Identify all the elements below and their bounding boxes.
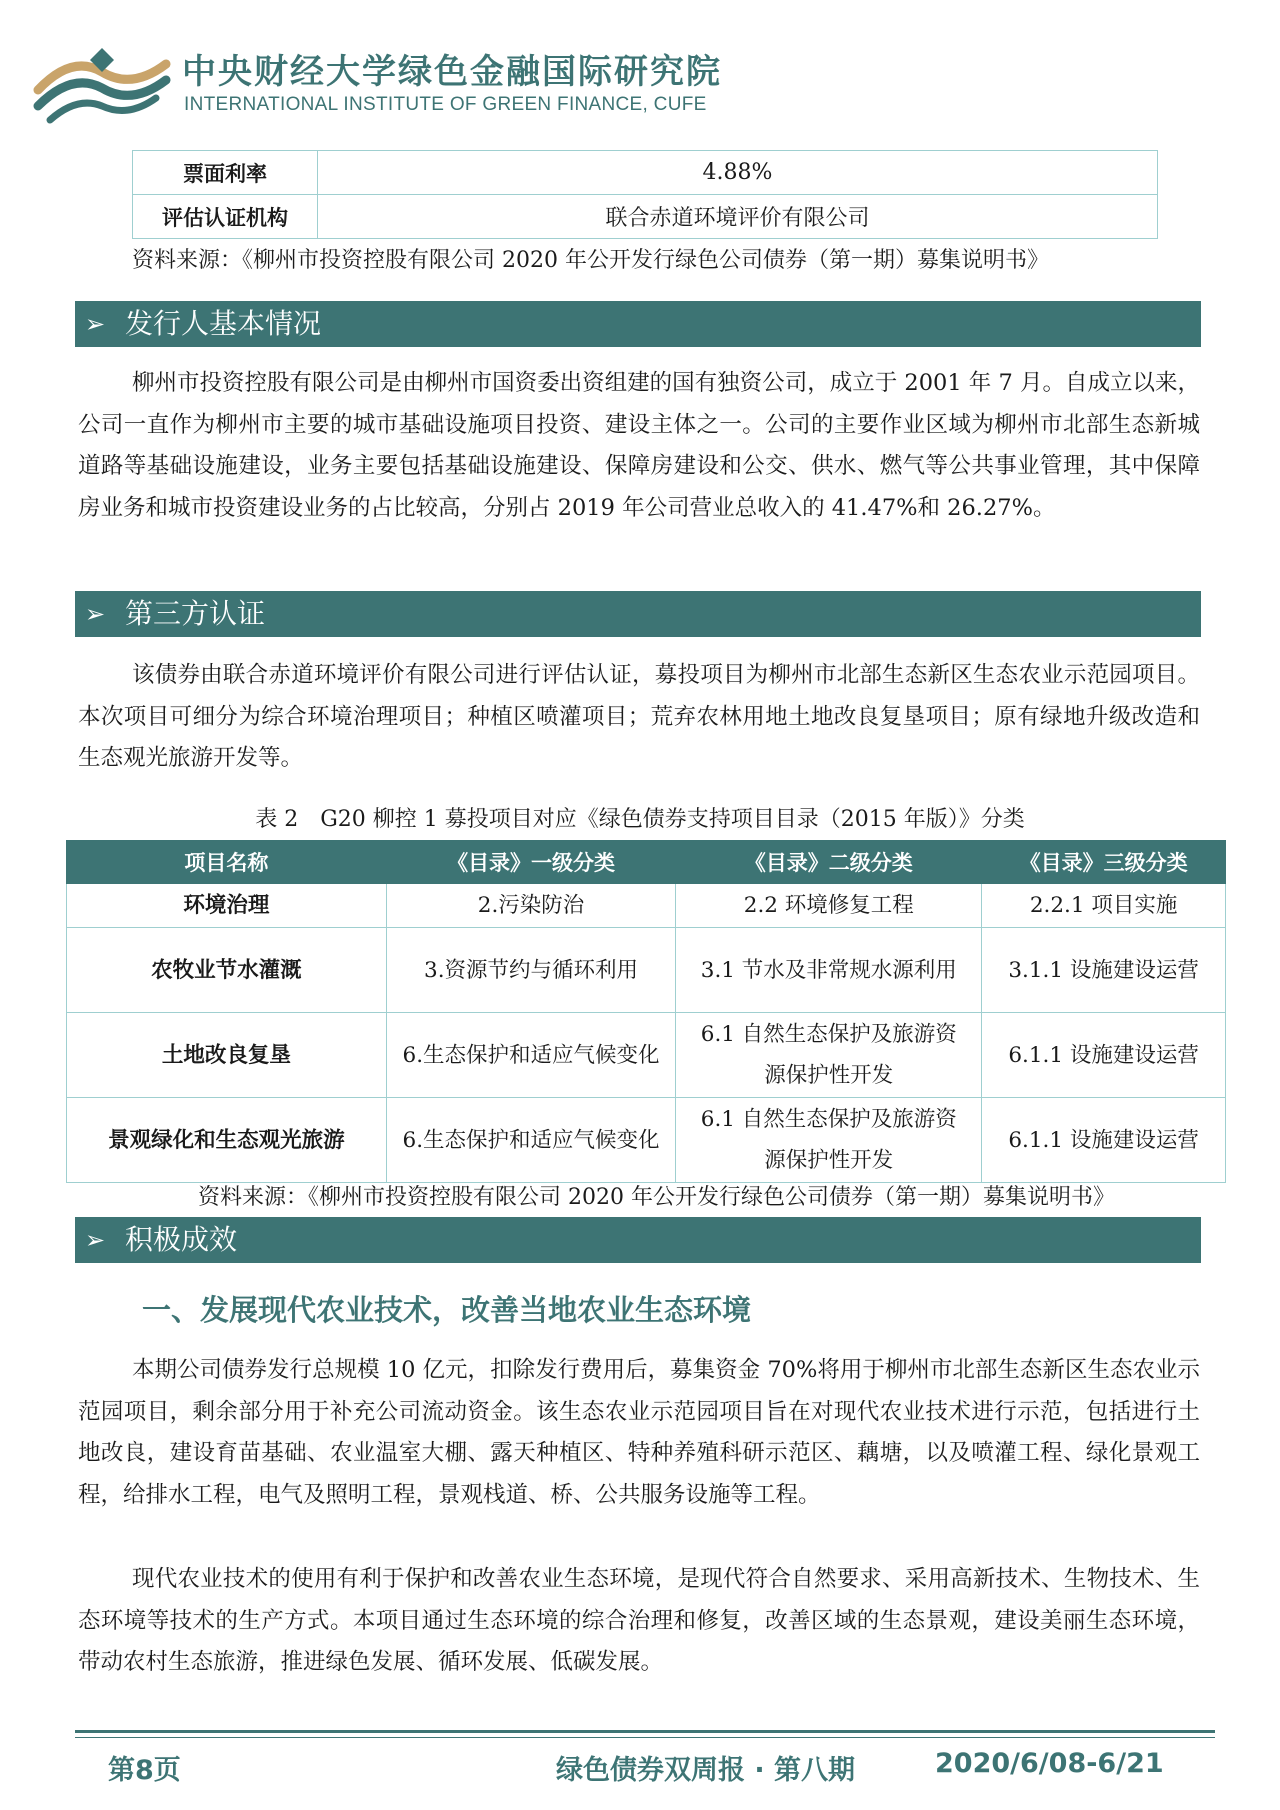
- publication-name: 绿色债券双周报 · 第八期: [556, 1755, 856, 1786]
- institute-logo-icon: [32, 44, 172, 124]
- footer-divider: [75, 1737, 1215, 1738]
- level2-cell: 6.1 自然生态保护及旅游资源保护性开发: [676, 1098, 982, 1183]
- project-name-cell: 环境治理: [67, 884, 387, 928]
- table-caption: 表 2 G20 柳控 1 募投项目对应《绿色债券支持项目目录（2015 年版）》分类: [255, 807, 1025, 832]
- project-name-cell: 景观绿化和生态观光旅游: [67, 1098, 387, 1183]
- level1-cell: 6.生态保护和适应气候变化: [386, 1098, 676, 1183]
- page-number: 第8页: [108, 1755, 181, 1786]
- issue-date-range: 2020/6/08-6/21: [935, 1748, 1164, 1779]
- column-header: 《目录》二级分类: [676, 841, 982, 884]
- table-row: [133, 195, 1158, 239]
- column-header: 《目录》三级分类: [982, 841, 1226, 884]
- section-title: 第三方认证: [125, 597, 266, 630]
- level2-cell: 3.1 节水及非常规水源利用: [676, 928, 982, 1013]
- issuer-paragraph: 柳州市投资控股有限公司是由柳州市国资委出资组建的国有独资公司，成立于 2001 年 7 月。自成立以来，公司一直作为柳州市主要的城市基础设施项目投资、建设主体之一。公司的主要作业区域为柳州市北部生态新城道路等基础设施建设，业务主要包括基础设施建设、保障房建设和公交、供水、燃气等公共事业管理，其中保障房业务和城市投资建设业务的占比较高，分别占 2019 年公司营业总收入的 41.47%和 26.27%。: [78, 370, 1200, 521]
- footer-divider: [75, 1730, 1215, 1733]
- level1-cell: 3.资源节约与循环利用: [386, 928, 676, 1013]
- level3-cell: 3.1.1 设施建设运营: [982, 928, 1226, 1013]
- table-header-row: [67, 841, 1226, 884]
- bond-info-table: [132, 150, 1158, 239]
- category-table-source: 资料来源：《柳州市投资控股有限公司 2020 年公开发行绿色公司债券（第一期）募集说明书》: [198, 1185, 1115, 1210]
- level3-cell: 2.2.1 项目实施: [982, 884, 1226, 928]
- level2-cell: 2.2 环境修复工程: [676, 884, 982, 928]
- certifier-label: 评估认证机构: [133, 195, 318, 239]
- effects-paragraph-2: 现代农业技术的使用有利于保护和改善农业生态环境，是现代符合自然要求、采用高新技术、生物技术、生态环境等技术的生产方式。本项目通过生态环境的综合治理和修复，改善区域的生态景观，建设美丽生态环境，带动农村生态旅游，推进绿色发展、循环发展、低碳发展。: [78, 1566, 1200, 1675]
- coupon-rate-label: 票面利率: [133, 151, 318, 195]
- arrow-right-icon: ➢: [85, 1226, 106, 1254]
- table-row: [67, 884, 1226, 928]
- arrow-right-icon: ➢: [85, 310, 106, 338]
- level3-cell: 6.1.1 设施建设运营: [982, 1013, 1226, 1098]
- level3-cell: 6.1.1 设施建设运营: [982, 1098, 1226, 1183]
- level2-cell: 6.1 自然生态保护及旅游资源保护性开发: [676, 1013, 982, 1098]
- section-header-certification: [75, 591, 1201, 637]
- section-header-effects: [75, 1217, 1201, 1263]
- bond-info-source: 资料来源：《柳州市投资控股有限公司 2020 年公开发行绿色公司债券（第一期）募集说明书》: [132, 248, 1049, 273]
- section-title: 积极成效: [125, 1223, 238, 1256]
- page-header: [32, 38, 792, 130]
- table-row: [67, 928, 1226, 1013]
- table-row: [67, 1098, 1226, 1183]
- arrow-right-icon: ➢: [85, 600, 106, 628]
- effects-subheading: 一、发展现代农业技术，改善当地农业生态环境: [142, 1293, 752, 1327]
- section-header-issuer: [75, 301, 1201, 347]
- column-header: 项目名称: [67, 841, 387, 884]
- project-name-cell: 农牧业节水灌溉: [67, 928, 387, 1013]
- certification-paragraph: 该债券由联合赤道环境评价有限公司进行评估认证，募投项目为柳州市北部生态新区生态农业示范园项目。本次项目可细分为综合环境治理项目；种植区喷灌项目；荒弃农林用地土地改良复垦项目；原有绿地升级改造和生态观光旅游开发等。: [78, 662, 1200, 771]
- table-row: [67, 1013, 1226, 1098]
- level1-cell: 2.污染防治: [386, 884, 676, 928]
- level1-cell: 6.生态保护和适应气候变化: [386, 1013, 676, 1098]
- section-title: 发行人基本情况: [125, 307, 322, 340]
- certifier-value: 联合赤道环境评价有限公司: [318, 195, 1158, 239]
- institute-name-cn: 中央财经大学绿色金融国际研究院: [182, 52, 722, 92]
- institute-name-en: INTERNATIONAL INSTITUTE OF GREEN FINANCE, CUFE: [184, 94, 707, 115]
- table-row: [133, 151, 1158, 195]
- project-name-cell: 土地改良复垦: [67, 1013, 387, 1098]
- coupon-rate-value: 4.88%: [318, 151, 1158, 195]
- column-header: 《目录》一级分类: [386, 841, 676, 884]
- category-table: [66, 840, 1226, 1183]
- effects-paragraph-1: 本期公司债券发行总规模 10 亿元，扣除发行费用后，募集资金 70%将用于柳州市北部生态新区生态农业示范园项目，剩余部分用于补充公司流动资金。该生态农业示范园项目旨在对现代农业技术进行示范，包括进行土地改良，建设育苗基础、农业温室大棚、露天种植区、特种养殖科研示范区、藕塘，以及喷灌工程、绿化景观工程，给排水工程，电气及照明工程，景观栈道、桥、公共服务设施等工程。: [78, 1357, 1200, 1508]
